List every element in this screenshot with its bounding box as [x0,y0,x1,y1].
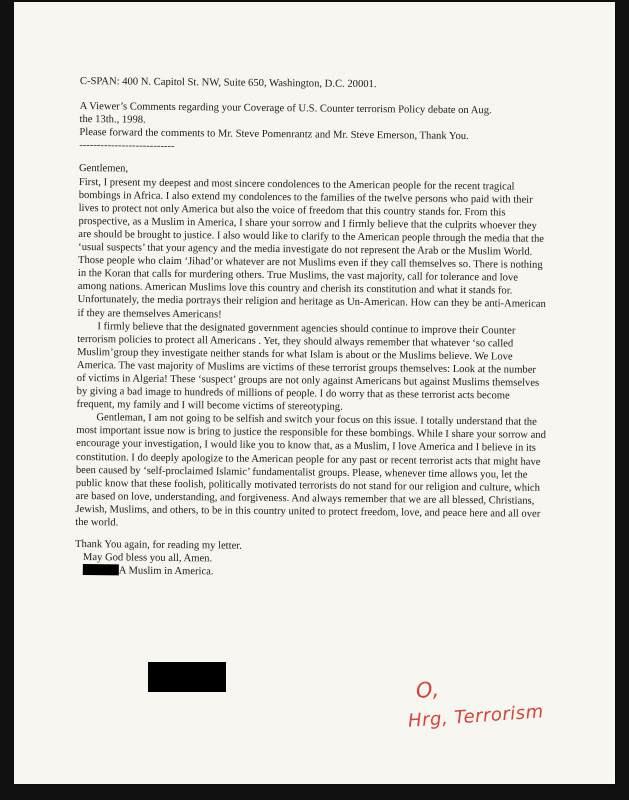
paragraph-2: I firmly believe that the designated government agencies should continue to improve their Counter terrorism policies to protect all Americans . Yet, they should always remember that whatever ‘so called Muslim’group they investigate neither stands for what Islam is about or the Muslims believe. We Love America. The vast majority of Muslims are victims of these terrorist groups themselves: Look at the number of victims in Algeria! These ‘suspect’ groups are not only against Americans but against Muslims themselves by giving a bad image to hundreds of millions of people. I do worry that as these terrorist acts become frequent, my family and I will become victims of stereotyping. [76,320,540,413]
closing-thanks: Thank You again, for reading my letter. [75,539,242,552]
letter-body [75,75,550,582]
recipient-address: C-SPAN: 400 N. Capitol St. NW, Suite 650, Washington, D.C. 20001. [79,75,377,91]
handwritten-note-terrorism: Hrg, Terrorism [407,701,545,732]
paragraph-1: First, I present my deepest and most sincere condolences to the American people for the recent tragical bombings in Africa. I also extend my condolences to the families of the twelve persons who paid with their lives to protect not only America but also the voice of freedom that this country stands for. From this prospective, as a Muslim in America, I share your sorrow and I firmly believe that the culprits whoever they are should be brought to justice. I also would like to clarify to the American people through the media that the ‘usual suspects’ that your agency and the media investigate do not represent the Arab or the Muslim World. Those people who claim ‘Jihad’or whatever are not Muslims even if they call themselves so. There is nothing in the Koran that calls for murdering others. True Muslims, the vast majority, call for tolerance and love among nations. American Muslims love this country and cherish its constitution and what it stands for. Unfortunately, the media portrays their religion and heritage as Un-American. How can they be anti-American if they are themselves Americans! [77,176,546,320]
redaction-bar [83,564,119,575]
intro-line: A Viewer’s Comments regarding your Coverage of U.S. Counter terrorism Policy debate on Aug. [79,101,492,117]
intro-line: Please forward the comments to Mr. Steve Pomenrantz and Mr. Steve Emerson, Thank You. [79,127,469,143]
handwritten-note: O, [414,676,441,704]
intro-line: the 13th., 1998. [79,114,146,126]
closing-blessing: May God bless you all, Amen. [82,552,213,565]
divider-line: --------------------------- [79,140,175,153]
redaction-block [148,662,226,692]
paragraph-3: Gentleman, I am not going to be selfish and switch your focus on this issue. I totally understand that the most important issue now is bring to justice the responsible for these bombings. While I share your sorrow and encourage your investigation, I would like you to know that, as a Muslim, I love America and I believe in its constitution. I do deeply apologize to the American people for any past or recent terrorist acts that might have been caused by ‘self-proclaimed Islamic’ fundamentalist groups. Please, whenever time allows you, let the public know that these foolish, politically motivated terrorists do not stand for our religion and culture, which are based on love, understanding, and forgiveness. And always remember that we are all blessed, Christians, Jewish, Muslims, and others, to be in this country united to protect freedom, love, and peace here and all over the world. [75,412,546,529]
signature-text: A Muslim in America. [118,565,214,578]
salutation: Gentlemen, [78,163,129,175]
